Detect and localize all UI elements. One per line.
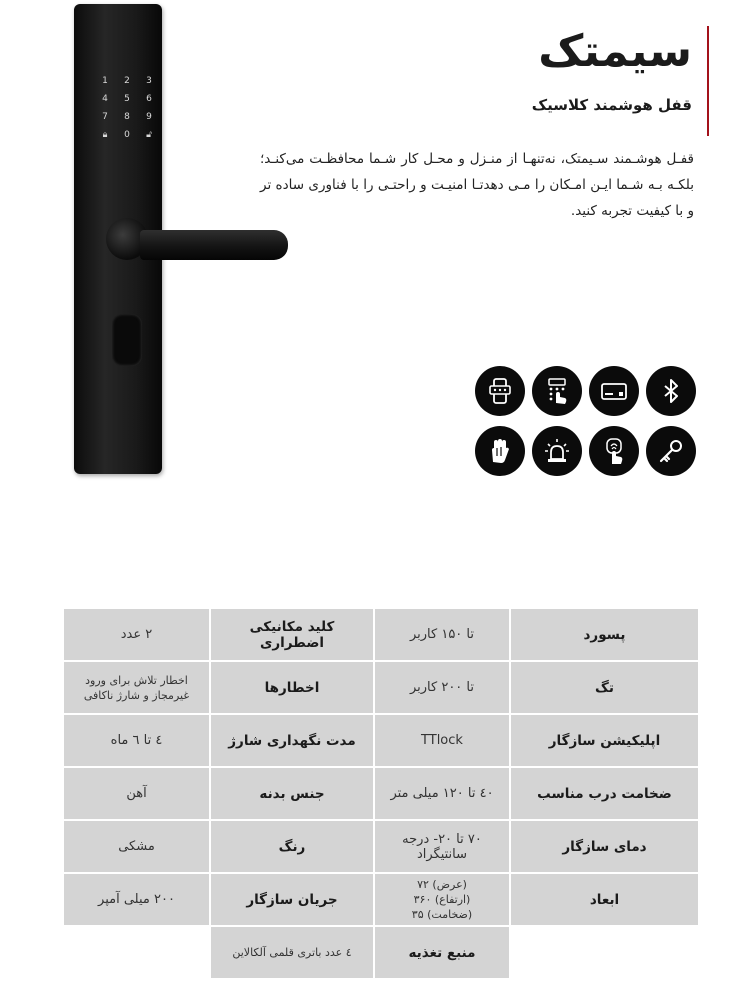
spec-value: مشکی <box>64 821 209 872</box>
table-row <box>64 874 698 925</box>
spec-label: اخطارها <box>211 662 373 713</box>
product-description: قفـل هوشـمند سـیمتک، نه‌تنهـا از منـزل و محـل کار شـما محافظـت می‌کنـد؛ بلکـه بـه شـما ایـن امـکان را مـی دهدتـا امنیـت و راحتـی را با فناوری ساده تر و با کیفیت تجربه کنید. <box>260 151 694 219</box>
fingerprint-sensor <box>112 314 142 366</box>
card-icon <box>589 366 639 416</box>
keypad-key: 5 <box>124 94 130 104</box>
lock-icon: 🔒︎ <box>102 130 108 140</box>
table-row <box>64 768 698 819</box>
dimension-thickness: (ضخامت) ۳۵ <box>411 908 473 921</box>
fingerprint-icon <box>589 426 639 476</box>
hand-icon <box>475 426 525 476</box>
spec-label: پسورد <box>511 609 698 660</box>
spec-value: ٤٠ تا ١٢٠ میلی متر <box>375 768 509 819</box>
key-icon <box>646 426 696 476</box>
product-subtitle: قفل هوشمند کلاسیک <box>531 96 692 114</box>
alarm-icon <box>532 426 582 476</box>
keypad-key: 6 <box>146 94 152 104</box>
table-row <box>64 662 698 713</box>
product-title: سیمتک <box>538 26 692 77</box>
spec-value: تا ۱۵۰ کاربر <box>375 609 509 660</box>
lever-handle <box>140 230 288 260</box>
table-row <box>64 821 698 872</box>
keypad-key: 2 <box>124 76 130 86</box>
spec-label: تگ <box>511 662 698 713</box>
spec-label: مدت نگهداری شارژ <box>211 715 373 766</box>
keypad-key: 1 <box>102 76 108 86</box>
spec-value: تا ۲۰۰ کاربر <box>375 662 509 713</box>
spec-label: کلید مکانیکی اضطراری <box>211 609 373 660</box>
table-row <box>64 715 698 766</box>
keypad-key: 0 <box>124 130 130 140</box>
table-row <box>64 609 698 660</box>
keypad-icon <box>532 366 582 416</box>
spec-value: ۷۰ تا ۲۰- درجه سانتیگراد <box>375 821 509 872</box>
spec-label: جریان سازگار <box>211 874 373 925</box>
spec-value: ۲۰۰ میلی آمپر <box>64 874 209 925</box>
smart-lock-image <box>70 4 166 476</box>
bluetooth-icon <box>646 366 696 416</box>
keypad-key: 7 <box>102 112 108 122</box>
keypad-key: 8 <box>124 112 130 122</box>
spec-value: اخطار تلاش برای ورود غیرمجاز و شارژ ناکافی <box>64 662 209 713</box>
phone-app-icon <box>475 366 525 416</box>
spec-label: دمای سازگار <box>511 821 698 872</box>
spec-label: منبع تغذیه <box>375 927 509 978</box>
keypad-key: 4 <box>102 94 108 104</box>
unlock-icon: 🔓︎ <box>146 130 152 140</box>
spec-table <box>62 607 700 980</box>
spec-label: رنگ <box>211 821 373 872</box>
table-row <box>64 927 698 978</box>
spec-label: ابعاد <box>511 874 698 925</box>
accent-bar <box>707 26 709 136</box>
spec-value: TTlock <box>375 715 509 766</box>
spec-value: ٤ تا ٦ ماه <box>64 715 209 766</box>
keypad-key: 9 <box>146 112 152 122</box>
dimension-height: (ارتفاع) ۳۶۰ <box>413 893 471 906</box>
spec-value: ۲ عدد <box>64 609 209 660</box>
keypad-key: 3 <box>146 76 152 86</box>
spec-value-dimensions <box>375 874 509 925</box>
spec-label: اپلیکیشن سازگار <box>511 715 698 766</box>
empty-cell <box>511 927 698 978</box>
feature-icons <box>475 366 697 478</box>
dimension-width: (عرض) ۷۲ <box>417 878 467 891</box>
spec-value: ٤ عدد باتری قلمی آلکالاین <box>211 927 373 978</box>
spec-label: ضخامت درب مناسب <box>511 768 698 819</box>
spec-label: جنس بدنه <box>211 768 373 819</box>
spec-value: آهن <box>64 768 209 819</box>
empty-cell <box>64 927 209 978</box>
